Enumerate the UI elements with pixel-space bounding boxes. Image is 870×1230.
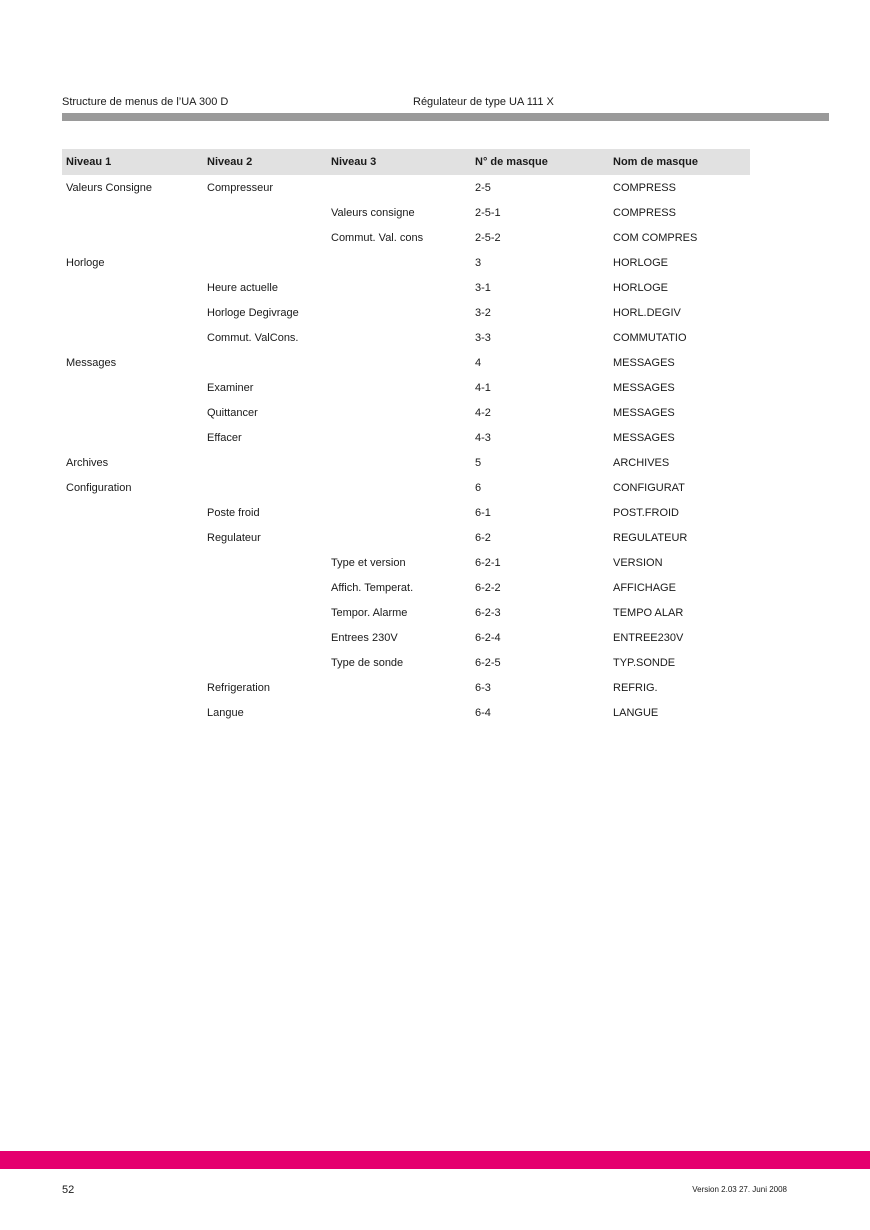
- table-row: [62, 500, 750, 525]
- header-divider-bar: [62, 113, 829, 121]
- table-row: [62, 600, 750, 625]
- table-row: [62, 300, 750, 325]
- mask-name-cell: ENTREE230V: [613, 631, 684, 644]
- niveau-3-cell: [327, 325, 471, 350]
- mask-number-cell: 6-2-1: [475, 556, 501, 569]
- niveau-2-cell: Langue: [207, 706, 244, 719]
- niveau-3-cell: [327, 500, 471, 525]
- mask-name-cell: MESSAGES: [613, 431, 675, 444]
- table-row: [62, 475, 750, 500]
- mask-name-cell: COMPRESS: [613, 181, 676, 194]
- column-header-niveau-2: Niveau 2: [203, 149, 327, 175]
- mask-name-cell: CONFIGURAT: [613, 481, 685, 494]
- niveau-2-cell: Quittancer: [207, 406, 258, 419]
- table-row: [62, 550, 750, 575]
- niveau-1-cell: [62, 425, 203, 450]
- niveau-2-cell: [203, 250, 327, 275]
- mask-number-cell: 6: [475, 481, 482, 494]
- mask-name-cell: TYP.SONDE: [613, 656, 676, 669]
- table-body: [62, 175, 750, 725]
- version-date: Version 2.03 27. Juni 2008: [692, 1185, 787, 1194]
- mask-number-cell: 6-2-4: [475, 631, 501, 644]
- niveau-2-cell: Heure actuelle: [207, 281, 278, 294]
- mask-name-cell: COM COMPRES: [613, 231, 698, 244]
- mask-number-cell: 4: [475, 356, 482, 369]
- mask-number-cell: 3-1: [475, 281, 491, 294]
- niveau-2-cell: Poste froid: [207, 506, 260, 519]
- niveau-1-cell: [62, 200, 203, 225]
- niveau-1-cell: Configuration: [66, 481, 132, 494]
- niveau-3-cell: Commut. Val. cons: [331, 231, 424, 244]
- mask-number-cell: 6-1: [475, 506, 491, 519]
- page-number: 52: [62, 1184, 75, 1196]
- niveau-2-cell: Horloge Degivrage: [207, 306, 299, 319]
- niveau-2-cell: [203, 450, 327, 475]
- table-row: [62, 625, 750, 650]
- regulator-type-title: Régulateur de type UA 111 X: [413, 96, 554, 108]
- niveau-3-cell: [327, 475, 471, 500]
- column-header-niveau-3: Niveau 3: [327, 149, 471, 175]
- table-row: [62, 425, 750, 450]
- table-header: [62, 149, 750, 175]
- niveau-3-cell: [327, 525, 471, 550]
- mask-name-cell: REGULATEUR: [613, 531, 688, 544]
- table-row: [62, 325, 750, 350]
- table-row: [62, 675, 750, 700]
- mask-name-cell: MESSAGES: [613, 406, 675, 419]
- niveau-1-cell: [62, 275, 203, 300]
- mask-name-cell: POST.FROID: [613, 506, 680, 519]
- mask-name-cell: HORL.DEGIV: [613, 306, 681, 319]
- mask-number-cell: 6-3: [475, 681, 491, 694]
- niveau-3-cell: Valeurs consigne: [331, 206, 415, 219]
- column-header-mask-number: N° de masque: [471, 149, 609, 175]
- niveau-1-cell: [62, 225, 203, 250]
- niveau-1-cell: Archives: [66, 456, 109, 469]
- mask-number-cell: 6-4: [475, 706, 491, 719]
- table-row: [62, 175, 750, 200]
- mask-number-cell: 2-5: [475, 181, 491, 194]
- table-row: [62, 650, 750, 675]
- mask-number-cell: 2-5-1: [475, 206, 501, 219]
- niveau-1-cell: [62, 400, 203, 425]
- mask-number-cell: 3: [475, 256, 482, 269]
- mask-number-cell: 4-2: [475, 406, 491, 419]
- column-header-mask-name: Nom de masque: [609, 149, 750, 175]
- mask-number-cell: 6-2-5: [475, 656, 501, 669]
- niveau-3-cell: [327, 250, 471, 275]
- mask-number-cell: 6-2-2: [475, 581, 501, 594]
- mask-name-cell: HORLOGE: [613, 281, 669, 294]
- menu-structure-table: [62, 149, 750, 725]
- niveau-1-cell: [62, 675, 203, 700]
- mask-name-cell: MESSAGES: [613, 381, 675, 394]
- niveau-3-cell: [327, 675, 471, 700]
- table-row: [62, 375, 750, 400]
- mask-name-cell: COMPRESS: [613, 206, 676, 219]
- niveau-1-cell: [62, 700, 203, 725]
- column-header-niveau-1: Niveau 1: [62, 149, 203, 175]
- mask-name-cell: LANGUE: [613, 706, 659, 719]
- niveau-2-cell: [203, 200, 327, 225]
- niveau-1-cell: [62, 650, 203, 675]
- table-row: [62, 275, 750, 300]
- niveau-2-cell: Commut. ValCons.: [207, 331, 299, 344]
- niveau-3-cell: [327, 175, 471, 200]
- niveau-1-cell: [62, 525, 203, 550]
- niveau-1-cell: [62, 600, 203, 625]
- table-row: [62, 575, 750, 600]
- niveau-1-cell: [62, 375, 203, 400]
- niveau-1-cell: [62, 300, 203, 325]
- niveau-2-cell: [203, 550, 327, 575]
- niveau-3-cell: Type de sonde: [331, 656, 404, 669]
- niveau-1-cell: Valeurs Consigne: [66, 181, 153, 194]
- niveau-2-cell: Compresseur: [207, 181, 274, 194]
- mask-name-cell: ARCHIVES: [613, 456, 670, 469]
- niveau-2-cell: [203, 575, 327, 600]
- mask-name-cell: HORLOGE: [613, 256, 669, 269]
- mask-number-cell: 2-5-2: [475, 231, 501, 244]
- niveau-2-cell: Examiner: [207, 381, 254, 394]
- table-row: [62, 525, 750, 550]
- niveau-2-cell: [203, 225, 327, 250]
- niveau-2-cell: Regulateur: [207, 531, 261, 544]
- document-title: Structure de menus de l’UA 300 D: [62, 96, 229, 108]
- niveau-3-cell: Tempor. Alarme: [331, 606, 408, 619]
- mask-name-cell: MESSAGES: [613, 356, 675, 369]
- niveau-2-cell: [203, 625, 327, 650]
- niveau-1-cell: [62, 575, 203, 600]
- mask-number-cell: 5: [475, 456, 482, 469]
- table-header-row: [62, 149, 750, 175]
- niveau-1-cell: [62, 625, 203, 650]
- niveau-3-cell: [327, 700, 471, 725]
- niveau-3-cell: Entrees 230V: [331, 631, 398, 644]
- niveau-3-cell: Affich. Temperat.: [331, 581, 414, 594]
- niveau-3-cell: [327, 275, 471, 300]
- table-row: [62, 250, 750, 275]
- table-row: [62, 400, 750, 425]
- niveau-3-cell: Type et version: [331, 556, 406, 569]
- niveau-2-cell: Effacer: [207, 431, 242, 444]
- mask-name-cell: VERSION: [613, 556, 663, 569]
- niveau-2-cell: [203, 600, 327, 625]
- table-row: [62, 450, 750, 475]
- niveau-1-cell: Horloge: [66, 256, 105, 269]
- niveau-2-cell: [203, 350, 327, 375]
- niveau-2-cell: Refrigeration: [207, 681, 270, 694]
- mask-number-cell: 3-2: [475, 306, 491, 319]
- niveau-1-cell: [62, 550, 203, 575]
- niveau-1-cell: Messages: [66, 356, 117, 369]
- niveau-2-cell: [203, 650, 327, 675]
- table-row: [62, 350, 750, 375]
- mask-name-cell: AFFICHAGE: [613, 581, 676, 594]
- table-row: [62, 700, 750, 725]
- niveau-1-cell: [62, 500, 203, 525]
- footer-accent-bar: [0, 1151, 870, 1169]
- niveau-2-cell: [203, 475, 327, 500]
- niveau-3-cell: [327, 425, 471, 450]
- table-row: [62, 200, 750, 225]
- mask-name-cell: REFRIG.: [613, 681, 658, 694]
- niveau-3-cell: [327, 375, 471, 400]
- niveau-3-cell: [327, 350, 471, 375]
- table-row: [62, 225, 750, 250]
- mask-number-cell: 4-3: [475, 431, 491, 444]
- niveau-3-cell: [327, 400, 471, 425]
- mask-number-cell: 4-1: [475, 381, 491, 394]
- niveau-1-cell: [62, 325, 203, 350]
- mask-number-cell: 6-2: [475, 531, 491, 544]
- mask-number-cell: 6-2-3: [475, 606, 501, 619]
- mask-number-cell: 3-3: [475, 331, 491, 344]
- mask-name-cell: COMMUTATIO: [613, 331, 687, 344]
- niveau-3-cell: [327, 300, 471, 325]
- mask-name-cell: TEMPO ALAR: [613, 606, 684, 619]
- niveau-3-cell: [327, 450, 471, 475]
